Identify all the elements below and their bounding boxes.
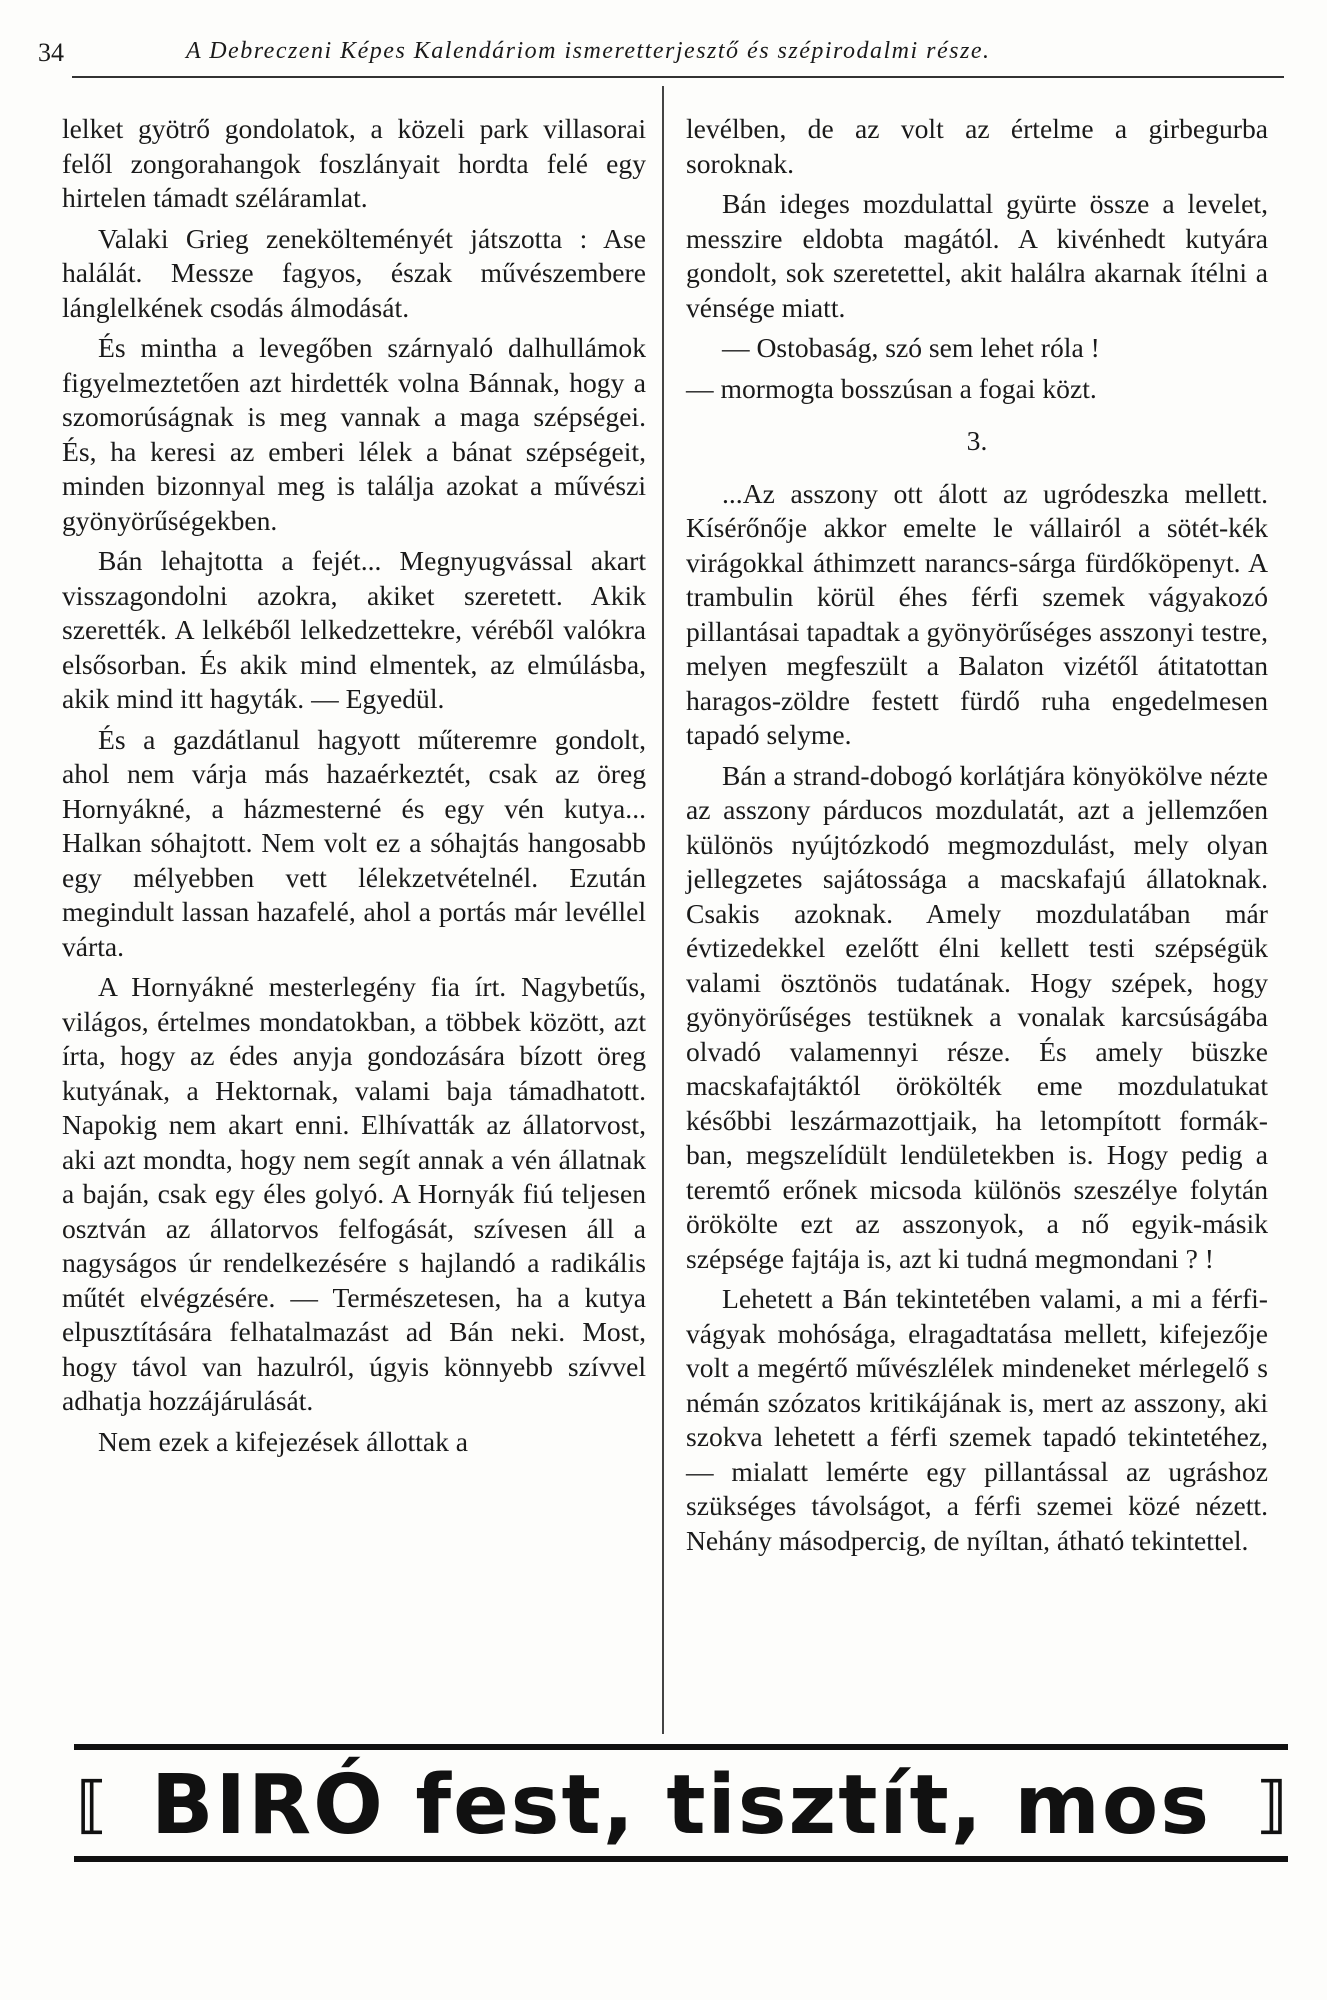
advertisement-banner: [74, 1744, 1288, 1862]
header-rule: [72, 76, 1284, 78]
paragraph: És a gazdátlanul hagyott műteremre gondolt, ahol nem várja más hazaérkeztét, csak az öreg Hornyákné, a házmesterné és egy vén kutya... Halkan sóhajtott. Nem volt ez a sóhajtás hangosabb egy mélyebben vett lélekzetvételnél. Ezután megindult lassan hazafelé, ahol a portás már levéllel várta.: [62, 723, 646, 962]
paragraph: Bán a strand-dobogó korlátjára könyökölve nézte az asszony párducos mozdulatát, azt a jellemzően különös nyújtózkodó megmozdulást, mely olyan jellegzetes sajátossága a macskafajú állatoknak. Csakis azoknak. Amely mozdulatában már évtizedekkel ezelőtt élni kellett testi szépségük valami ösztönös tudatának. Hogy szépek, hogy gyönyörűséges testüknek a vonalak karcsúságába olvadó valamennyi része. És amely büszke macskafajtáktól örökölték eme mozdulatukat későbbi leszármazottjaik, ha letompított formák-ban, megszelídült lendületekben is. Hogy pedig a teremtő erőnek micsoda különös szeszélye folytán örökölte ezt az asszonyok, a nő egyik-másik szépsége fajtája is, azt ki tudná megmondani ? !: [686, 759, 1268, 1274]
paragraph: ...Az asszony ott álott az ugródeszka mellett. Kísérőnője akkor emelte le vállairól a sötét-kék virágokkal áthimzett narancs-sárga fürdőköpenyt. A trambulin körül éhes férfi szemek vágyakozó pillantásai tapadtak a gyönyörűséges asszonyi testre, melyen megfeszült a Balaton vizétől átitatottan haragos-zöldre festett fürdő ruha engedelmesen tapadó selyme.: [686, 477, 1268, 750]
page-header: [38, 34, 1288, 74]
paragraph: — mormogta bosszúsan a fogai közt.: [686, 372, 1097, 404]
paragraph: Bán lehajtotta a fejét... Megnyugvással akart visszagondolni azokra, akiket szeretett. Akik szerették. A lelkéből lelkedzettekre, véréből valókra elsősorban. És akik mind elmentek, az elmúlásba, akik mind itt hagyták. — Egyedül.: [62, 545, 646, 714]
paragraph: lelket gyötrő gondolatok, a közeli park villasorai felől zongorahangok foszlányait hordta felé egy hirtelen támadt széláramlat.: [62, 113, 646, 213]
right-bracket-icon: ⟧: [1255, 1768, 1286, 1841]
paragraph: Lehetett a Bán tekintetében valami, a mi a férfi-vágyak mohósága, elragadtatása mellett, kifejezője volt a megértő művészlélek mindeneket mérlegelő s némán szózatos kritikájának is, mert az asszony, aki szokva lehetett a férfi szemek tapadó tekintetéhez, — mialatt lemérte egy pillantással az ugráshoz szükséges távolságot, a férfi szemei közé nézett. Nehány másodpercig, de nyíltan, átható tekintettel.: [686, 1283, 1268, 1556]
paragraph: Bán ideges mozdulattal gyürte össze a levelet, messzire eldobta magától. A kivénhedt kutyára gondolt, sok szeretettel, akit halálra akarnak ítélni a vénsége miatt.: [686, 188, 1268, 323]
column-divider: [662, 86, 664, 1734]
running-title: A Debreczeni Képes Kalendáriom ismeretterjesztő és szépirodalmi része.: [186, 38, 991, 64]
advertisement-text: BIRÓ fest, tisztít, mos: [150, 1758, 1212, 1853]
paragraph: Nem ezek a kifejezések állottak a: [98, 1425, 469, 1457]
left-bracket-icon: ⟦: [76, 1768, 107, 1841]
paragraph: És mintha a levegőben szárnyaló dalhullámok figyelmeztetően azt hirdették volna Bánnak, hogy a szomorúságnak is meg vannak a maga szépségei. És, ha keresi az emberi lélek a bánat szépségeit, minden bizonnyal meg is találja azokat a művészi gyönyörűségekben.: [62, 332, 646, 536]
paragraph: A Hornyákné mesterlegény fia írt. Nagybetűs, világos, értelmes mondatokban, a többek között, azt írta, hogy az édes anyja gondozására bízott öreg kutyának, a Hektornak, valami baja támadhatott. Napokig nem akart enni. Elhívatták az állatorvost, aki azt mondta, hogy nem segít annak a vén állatnak a baján, csak egy éles golyó. A Hornyák fiú teljesen osztván az állatorvos felfogását, szívesen áll a nagyságos úr rendelkezésére s hajlandó a radikális műtét elvégzésére. — Természetesen, ha a kutya elpusztítására felhatalmazást ad Bán neki. Most, hogy távol van hazulról, úgyis könnyebb szívvel adhatja hozzájárulását.: [62, 971, 646, 1416]
right-column: [686, 112, 1268, 1564]
page-number: 34: [38, 38, 64, 67]
paragraph: Valaki Grieg zenekölteményét játszotta : Ase halálát. Messze fagyos, észak művészembere lánglelkének csodás álmodását.: [62, 222, 646, 323]
left-column: [62, 112, 646, 1465]
section-number: 3.: [966, 425, 988, 456]
paragraph: — Ostobaság, szó sem lehet róla !: [722, 332, 1100, 363]
paragraph: levélben, de az volt az értelme a girbegurba soroknak.: [686, 113, 1268, 179]
